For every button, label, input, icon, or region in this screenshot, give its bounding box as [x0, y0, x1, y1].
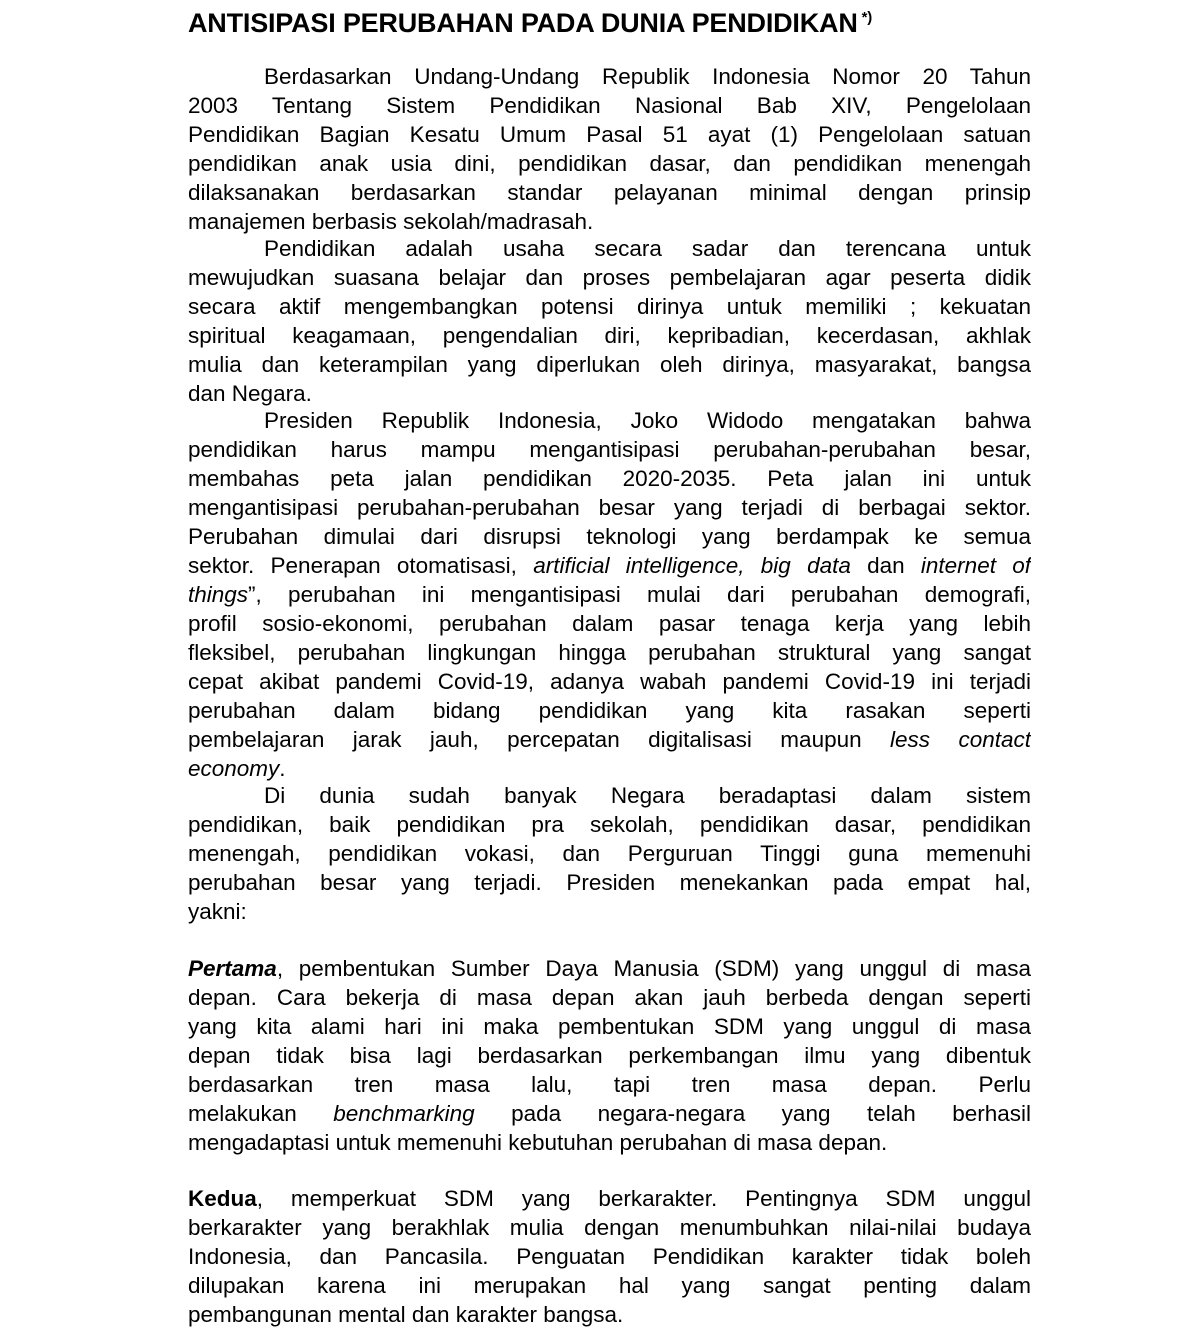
text-line: fleksibel, perubahan lingkungan hingga perubahan struktural yang sangat: [188, 640, 1031, 665]
italic-term: economy: [188, 756, 280, 781]
text-line: spiritual keagamaan, pengendalian diri, kepribadian, kecerdasan, akhlak: [188, 323, 1031, 348]
title-text: ANTISIPASI PERUBAHAN PADA DUNIA PENDIDIKAN: [188, 8, 858, 38]
text-line: perubahan besar yang terjadi. Presiden menekankan pada empat hal,: [188, 870, 1031, 895]
text-line: secara aktif mengembangkan potensi dirinya untuk memiliki ; kekuatan: [188, 294, 1031, 319]
text-line: perubahan dalam bidang pendidikan yang kita rasakan seperti: [188, 698, 1031, 723]
text-line: depan tidak bisa lagi berdasarkan perkembangan ilmu yang dibentuk: [188, 1043, 1031, 1068]
paragraph-president-statement: [188, 406, 1031, 783]
paragraph-education-definition: [188, 234, 1031, 408]
text-line: pendidikan anak usia dini, pendidikan dasar, dan pendidikan menengah: [188, 151, 1031, 176]
text-line: things”, perubahan ini mengantisipasi mulai dari perubahan demografi,: [188, 582, 1031, 607]
document-page: [188, 0, 1031, 1327]
text-line: membahas peta jalan pendidikan 2020-2035. Peta jalan ini untuk: [188, 466, 1031, 491]
text-line: cepat akibat pandemi Covid-19, adanya wabah pandemi Covid-19 ini terjadi: [188, 669, 1031, 694]
paragraph-first-point: [188, 954, 1031, 1157]
text-line: mewujudkan suasana belajar dan proses pembelajaran agar peserta didik: [188, 265, 1031, 290]
text-line: pembelajaran jarak jauh, percepatan digitalisasi maupun less contact: [188, 727, 1031, 752]
text-line: Perubahan dimulai dari disrupsi teknologi yang berdampak ke semua: [188, 524, 1031, 549]
italic-term: less contact: [890, 727, 1031, 752]
text-line: 2003 Tentang Sistem Pendidikan Nasional Bab XIV, Pengelolaan: [188, 93, 1031, 118]
text-line: pendidikan harus mampu mengantisipasi perubahan-perubahan besar,: [188, 437, 1031, 462]
text-line: manajemen berbasis sekolah/madrasah.: [188, 209, 594, 234]
text-line: yakni:: [188, 899, 247, 924]
text-line: Pendidikan adalah usaha secara sadar dan terencana untuk: [264, 236, 1031, 261]
text-line: Di dunia sudah banyak Negara beradaptasi dalam sistem: [264, 783, 1031, 808]
text-line: profil sosio-ekonomi, perubahan dalam pasar tenaga kerja yang lebih: [188, 611, 1031, 636]
text-line: dilaksanakan berdasarkan standar pelayanan minimal dengan prinsip: [188, 180, 1031, 205]
text-line: pembangunan mental dan karakter bangsa.: [188, 1302, 624, 1327]
text-line: dilupakan karena ini merupakan hal yang sangat penting dalam: [188, 1273, 1031, 1298]
text-line: Berdasarkan Undang-Undang Republik Indonesia Nomor 20 Tahun: [264, 64, 1031, 89]
italic-term: artificial intelligence, big data: [533, 553, 851, 578]
text-line: berdasarkan tren masa lalu, tapi tren masa depan. Perlu: [188, 1072, 1031, 1097]
italic-term: things: [188, 582, 249, 607]
italic-term: internet of: [920, 553, 1031, 578]
text-line: Kedua, memperkuat SDM yang berkarakter. Pentingnya SDM unggul: [188, 1186, 1031, 1211]
text-line: sektor. Penerapan otomatisasi, artificial intelligence, big data dan internet of: [188, 553, 1031, 578]
text-line: mengadaptasi untuk memenuhi kebutuhan perubahan di masa depan.: [188, 1130, 888, 1155]
text-line: dan Negara.: [188, 381, 312, 406]
text-line: pendidikan, baik pendidikan pra sekolah, pendidikan dasar, pendidikan: [188, 812, 1031, 837]
title-footnote-marker: *): [861, 9, 873, 26]
italic-term: benchmarking: [333, 1101, 475, 1126]
text-line: berkarakter yang berakhlak mulia dengan menumbuhkan nilai-nilai budaya: [188, 1215, 1031, 1240]
text-line: melakukan benchmarking pada negara-negara yang telah berhasil: [188, 1101, 1031, 1126]
text-line: economy.: [188, 756, 286, 781]
lead-word: Kedua: [188, 1186, 257, 1211]
text-line: yang kita alami hari ini maka pembentukan SDM yang unggul di masa: [188, 1014, 1031, 1039]
text-line: Pertama, pembentukan Sumber Daya Manusia (SDM) yang unggul di masa: [188, 956, 1031, 981]
text-line: Presiden Republik Indonesia, Joko Widodo mengatakan bahwa: [264, 408, 1031, 433]
paragraph-legal-basis: [188, 62, 1031, 236]
text-line: mulia dan keterampilan yang diperlukan oleh dirinya, masyarakat, bangsa: [188, 352, 1031, 377]
text-line: Pendidikan Bagian Kesatu Umum Pasal 51 ayat (1) Pengelolaan satuan: [188, 122, 1031, 147]
text-line: Indonesia, dan Pancasila. Penguatan Pendidikan karakter tidak boleh: [188, 1244, 1031, 1269]
text-line: menengah, pendidikan vokasi, dan Perguruan Tinggi guna memenuhi: [188, 841, 1031, 866]
paragraph-world-adaptation: [188, 781, 1031, 926]
text-line: depan. Cara bekerja di masa depan akan jauh berbeda dengan seperti: [188, 985, 1031, 1010]
document-title: [188, 3, 1031, 38]
lead-word: Pertama: [188, 956, 277, 981]
paragraph-second-point: [188, 1184, 1031, 1329]
text-line: mengantisipasi perubahan-perubahan besar yang terjadi di berbagai sektor.: [188, 495, 1031, 520]
